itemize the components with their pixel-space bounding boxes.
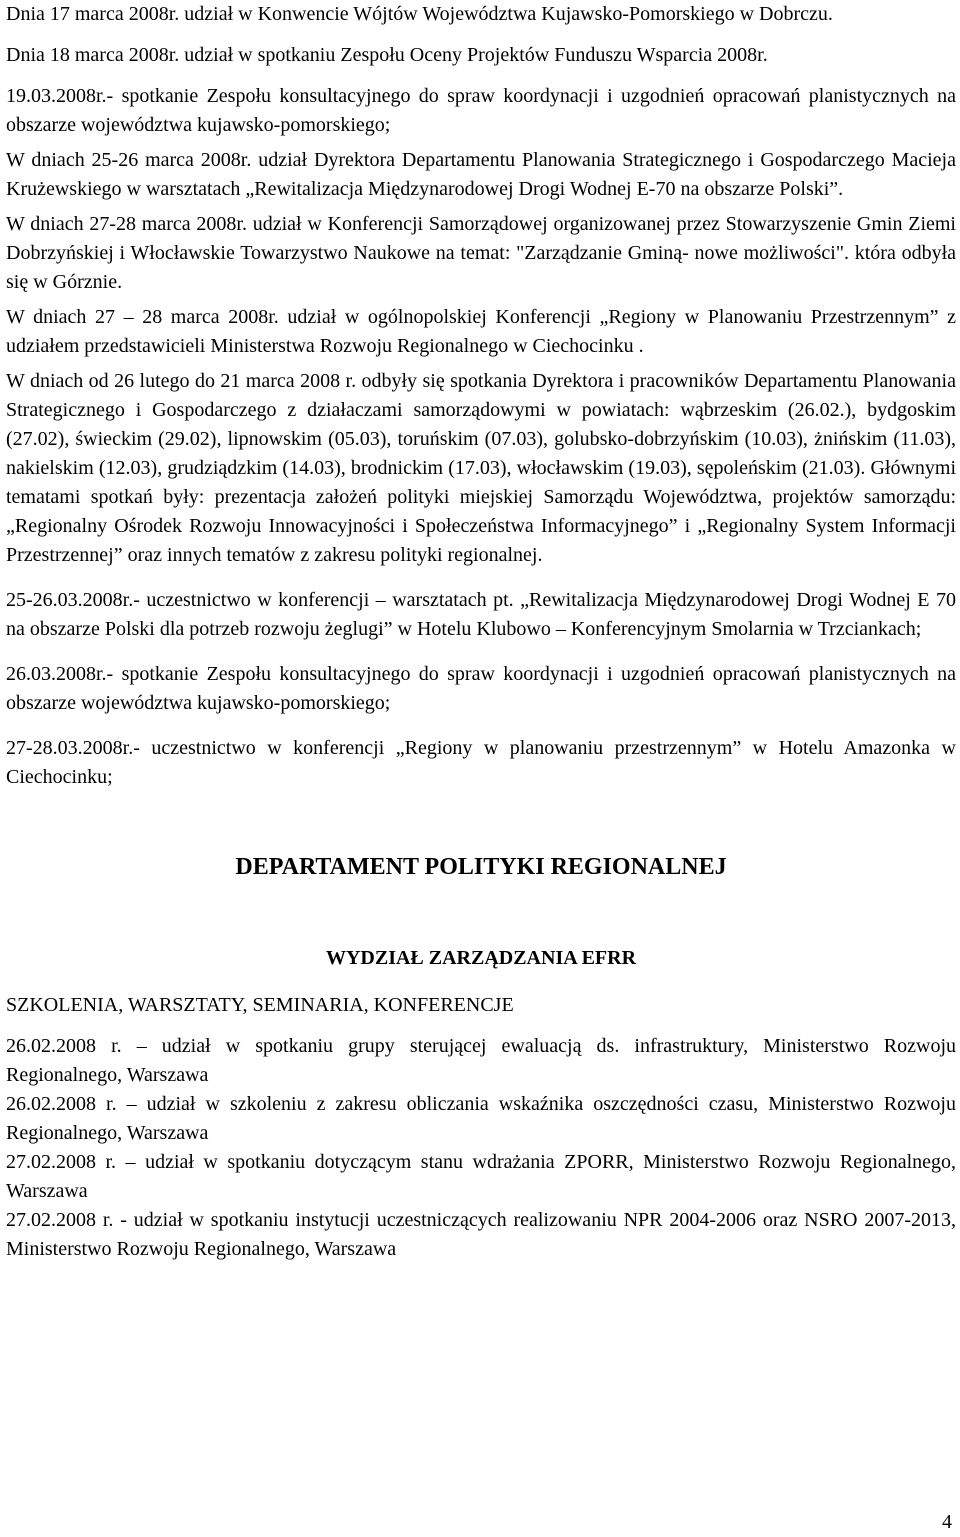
paragraph-konferencja-samorzadowa: W dniach 27-28 marca 2008r. udział w Konferencji Samorządowej organizowanej przez Stowarzyszenie Gmin Ziemi Dobrzyńskiej i Włocławskie Towarzystwo Naukowe na temat: "Zarządzanie Gminą- nowe możliwości". która odbyła się w Górznie. [6, 213, 956, 293]
page-number: 4 [942, 1511, 952, 1533]
document-body [6, 0, 956, 1264]
paragraph-spotkanie-19-03: 19.03.2008r.- spotkanie Zespołu konsultacyjnego do spraw koordynacji i uzgodnień opracowań planistycznych na obszarze województwa kujawsko-pomorskiego; [6, 85, 956, 136]
paragraph-spotkanie-26-03: 26.03.2008r.- spotkanie Zespołu konsultacyjnego do spraw koordynacji i uzgodnień opracowań planistycznych na obszarze województwa kujawsko-pomorskiego; [6, 663, 956, 714]
paragraph-konferencja-regiony: W dniach 27 – 28 marca 2008r. udział w ogólnopolskiej Konferencji „Regiony w Planowaniu Przestrzennym” z udziałem przedstawicieli Ministerstwa Rozwoju Regionalnego w Ciechocinku . [6, 306, 956, 357]
paragraph-konwent-wojtow: Dnia 17 marca 2008r. udział w Konwencie Wójtów Województwa Kujawsko-Pomorskiego w Dobrczu. [6, 3, 833, 25]
section-label: SZKOLENIA, WARSZTATY, SEMINARIA, KONFERENCJE [6, 994, 514, 1016]
paragraph-konferencja-27-28: 27-28.03.2008r.- uczestnictwo w konferencji „Regiony w planowaniu przestrzennym” w Hotelu Amazonka w Ciechocinku; [6, 737, 956, 788]
entry-item: 27.02.2008 r. – udział w spotkaniu dotyczącym stanu wdrażania ZPORR, Ministerstwo Rozwoju Regionalnego, Warszawa [6, 1151, 956, 1202]
paragraph-zespol-oceny: Dnia 18 marca 2008r. udział w spotkaniu Zespołu Oceny Projektów Funduszu Wsparcia 2008r. [6, 44, 768, 66]
division-heading: WYDZIAŁ ZARZĄDZANIA EFRR [325, 947, 637, 969]
entry-item: 27.02.2008 r. - udział w spotkaniu instytucji uczestniczących realizowaniu NPR 2004-2006 oraz NSRO 2007-2013, Ministerstwo Rozwoju Regionalnego, Warszawa [6, 1209, 956, 1260]
entry-item: 26.02.2008 r. – udział w spotkaniu grupy sterującej ewaluacją ds. infrastruktury, Ministerstwo Rozwoju Regionalnego, Warszawa [6, 1035, 956, 1086]
paragraph-warsztaty-rewitalizacja: W dniach 25-26 marca 2008r. udział Dyrektora Departamentu Planowania Strategicznego i Gospodarczego Macieja Krużewskiego w warsztatach „Rewitalizacja Międzynarodowej Drogi Wodnej E-70 na obszarze Polski”. [6, 149, 956, 200]
entry-item: 26.02.2008 r. – udział w szkoleniu z zakresu obliczania wskaźnika oszczędności czasu, Ministerstwo Rozwoju Regionalnego, Warszawa [6, 1093, 956, 1144]
paragraph-spotkania-powiaty: W dniach od 26 lutego do 21 marca 2008 r. odbyły się spotkania Dyrektora i pracowników Departamentu Planowania Strategicznego i Gospodarczego z działaczami samorządowymi w powiatach: wąbrzeskim (26.02.), bydgoskim (27.02), świeckim (29.02), lipnowskim (05.03), toruńskim (07.03), golubsko-dobrzyńskim (10.03), żnińskim (11.03), nakielskim (12.03), grudziądzkim (14.03), brodnickim (17.03), włocławskim (19.03), sępoleńskim (21.03). Głównymi tematami spotkań były: prezentacja założeń polityki miejskiej Samorządu Województwa, projektów samorządu: „Regionalny Ośrodek Rozwoju Innowacyjności i Społeczeństwa Informacyjnego” i „Regionalny System Informacji Przestrzennej” oraz innych tematów z zakresu polityki regionalnej. [6, 370, 956, 566]
department-heading: DEPARTAMENT POLITYKI REGIONALNEJ [235, 854, 727, 880]
paragraph-konferencja-warsztaty: 25-26.03.2008r.- uczestnictwo w konferencji – warsztatach pt. „Rewitalizacja Międzynarodowej Drogi Wodnej E 70 na obszarze Polski dla potrzeb rozwoju żeglugi” w Hotelu Klubowo – Konferencyjnym Smolarnia w Trzciankach; [6, 589, 956, 640]
